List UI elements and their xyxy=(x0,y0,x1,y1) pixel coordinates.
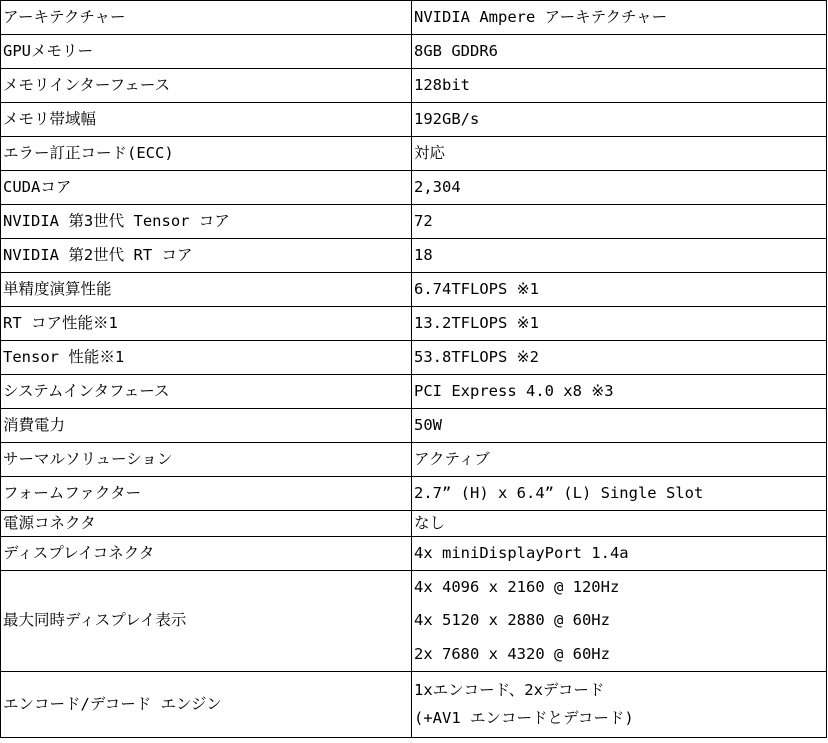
table-row xyxy=(1,341,827,375)
row-label: RT コア性能※1 xyxy=(1,307,412,341)
table-row xyxy=(1,171,827,205)
encoder-spec: (+AV1 エンコードとデコード) xyxy=(414,708,634,727)
table-row xyxy=(1,443,827,477)
row-label: エラー訂正コード(ECC) xyxy=(1,137,412,171)
table-row xyxy=(1,273,827,307)
table-row xyxy=(1,477,827,511)
row-label: アーキテクチャー xyxy=(1,1,412,35)
row-label: メモリ帯域幅 xyxy=(1,103,412,137)
table-row xyxy=(1,511,827,537)
row-label: フォームファクター xyxy=(1,477,412,511)
row-value: 13.2TFLOPS ※1 xyxy=(412,307,827,341)
table-row xyxy=(1,69,827,103)
row-value: PCI Express 4.0 x8 ※3 xyxy=(412,375,827,409)
row-value: 18 xyxy=(412,239,827,273)
row-value: 8GB GDDR6 xyxy=(412,35,827,69)
display-resolution: 4x 5120 x 2880 @ 60Hz xyxy=(414,611,610,630)
row-value: 192GB/s xyxy=(412,103,827,137)
row-value: NVIDIA Ampere アーキテクチャー xyxy=(412,1,827,35)
row-label: NVIDIA 第3世代 Tensor コア xyxy=(1,205,412,239)
row-value: 2,304 xyxy=(412,171,827,205)
table-row xyxy=(1,1,827,35)
row-value: 72 xyxy=(412,205,827,239)
row-label: エンコード/デコード エンジン xyxy=(1,672,412,738)
row-value: アクティブ xyxy=(412,443,827,477)
table-row xyxy=(1,672,827,738)
row-label: メモリインターフェース xyxy=(1,69,412,103)
row-value: 対応 xyxy=(412,137,827,171)
table-row xyxy=(1,103,827,137)
row-label: NVIDIA 第2世代 RT コア xyxy=(1,239,412,273)
row-value: 6.74TFLOPS ※1 xyxy=(412,273,827,307)
row-label: 最大同時ディスプレイ表示 xyxy=(1,571,412,672)
row-value-multiline xyxy=(412,672,827,738)
row-label: GPUメモリー xyxy=(1,35,412,69)
row-label: システムインタフェース xyxy=(1,375,412,409)
row-label: 電源コネクタ xyxy=(1,511,412,537)
row-label: 消費電力 xyxy=(1,409,412,443)
table-row xyxy=(1,375,827,409)
table-row xyxy=(1,35,827,69)
encoder-spec: 1xエンコード、2xデコード xyxy=(414,681,605,700)
row-label: CUDAコア xyxy=(1,171,412,205)
table-row xyxy=(1,409,827,443)
table-row xyxy=(1,571,827,672)
row-label: 単精度演算性能 xyxy=(1,273,412,307)
row-value: 4x miniDisplayPort 1.4a xyxy=(412,537,827,571)
row-label: ディスプレイコネクタ xyxy=(1,537,412,571)
row-value: 53.8TFLOPS ※2 xyxy=(412,341,827,375)
table-row xyxy=(1,205,827,239)
table-row xyxy=(1,307,827,341)
row-value-multiline xyxy=(412,571,827,672)
row-label: サーマルソリューション xyxy=(1,443,412,477)
table-row xyxy=(1,537,827,571)
row-label: Tensor 性能※1 xyxy=(1,341,412,375)
row-value: 128bit xyxy=(412,69,827,103)
display-resolution: 2x 7680 x 4320 @ 60Hz xyxy=(414,644,610,663)
row-value: なし xyxy=(412,511,827,537)
row-value: 50W xyxy=(412,409,827,443)
display-resolution: 4x 4096 x 2160 @ 120Hz xyxy=(414,578,620,597)
row-value: 2.7” (H) x 6.4” (L) Single Slot xyxy=(412,477,827,511)
table-row xyxy=(1,137,827,171)
table-row xyxy=(1,239,827,273)
